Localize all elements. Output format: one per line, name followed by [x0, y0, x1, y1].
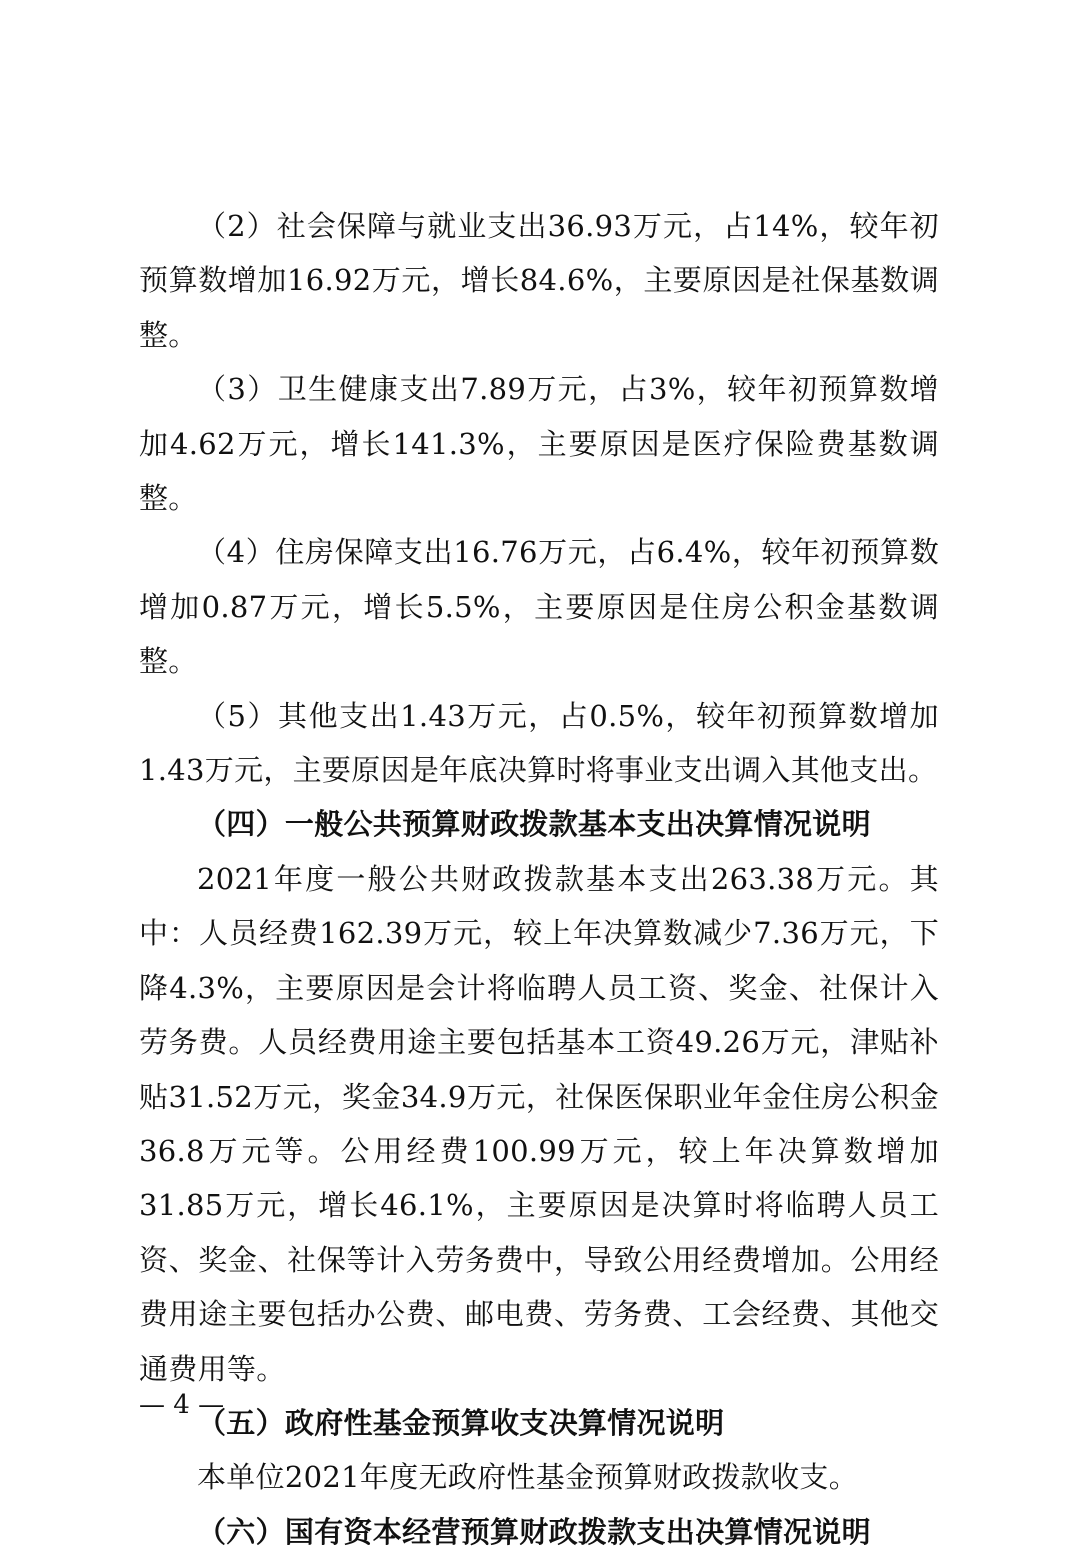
paragraph-government-fund: 本单位2021年度无政府性基金预算财政拨款收支。	[197, 1460, 859, 1495]
section-heading-state-capital: （六）国有资本经营预算财政拨款支出决算情况说明	[197, 1514, 871, 1549]
paragraph-health-expenditure: （3）卫生健康支出7.89万元，占3%，较年初预算数增加4.62万元，增长141.3%，主要原因是医疗保险费基数调整。	[139, 372, 939, 516]
paragraph-basic-expenditure: 2021年度一般公共财政拨款基本支出263.38万元。其中：人员经费162.39万元，较上年决算数减少7.36万元，下降4.3%，主要原因是会计将临聘人员工资、奖金、社保计入劳务费。人员经费用途主要包括基本工资49.26万元，津贴补贴31.52万元，奖金34.9万元，社保医保职业年金住房公积金36.8万元等。公用经费100.99万元，较上年决算数增加31.85万元，增长46.1%，主要原因是决算时将临聘人员工资、奖金、社保等计入劳务费中，导致公用经费增加。公用经费用途主要包括办公费、邮电费、劳务费、工会经费、其他交通费用等。	[139, 861, 939, 1386]
page-number: — 4 —	[139, 1390, 225, 1420]
section-heading-government-fund: （五）政府性基金预算收支决算情况说明	[197, 1405, 725, 1440]
paragraph-housing-expenditure: （4）住房保障支出16.76万元，占6.4%，较年初预算数增加0.87万元，增长5.5%，主要原因是住房公积金基数调整。	[139, 535, 939, 679]
section-heading-basic-expenditure: （四）一般公共预算财政拨款基本支出决算情况说明	[197, 807, 871, 842]
paragraph-other-expenditure: （5）其他支出1.43万元，占0.5%，较年初预算数增加1.43万元，主要原因是年底决算时将事业支出调入其他支出。	[139, 698, 939, 788]
paragraph-social-security-expenditure: （2）社会保障与就业支出36.93万元，占14%，较年初预算数增加16.92万元，增长84.6%，主要原因是社保基数调整。	[139, 209, 939, 352]
document-body	[139, 199, 939, 1559]
